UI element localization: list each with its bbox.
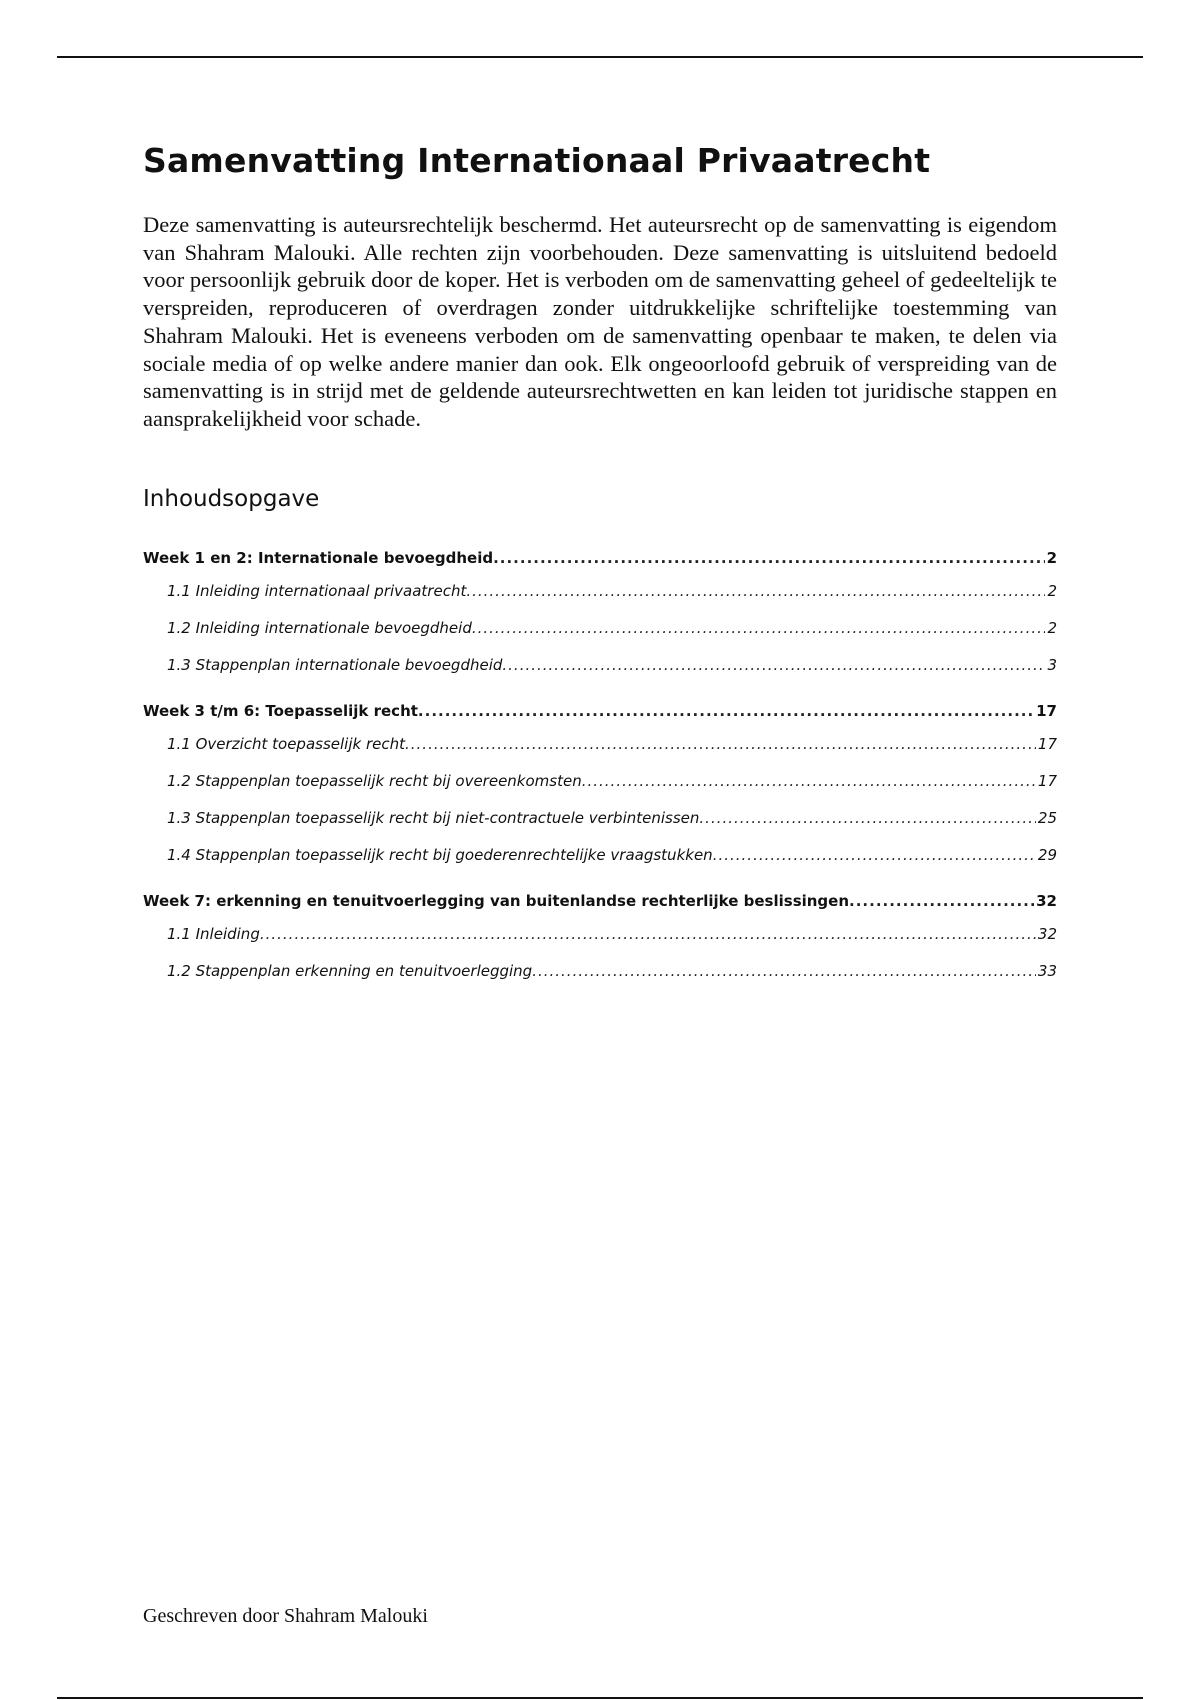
- toc-leader-dots: [713, 846, 1036, 864]
- toc-page-number: 29: [1037, 845, 1057, 864]
- toc-leader-dots: [405, 735, 1036, 753]
- toc-entry-title: 1.1 Inleiding: [167, 924, 260, 943]
- toc-leader-dots: [849, 892, 1034, 910]
- toc-entry-title: 1.1 Inleiding internationaal privaatrecht: [167, 581, 467, 600]
- toc-entry[interactable]: [143, 836, 1057, 873]
- toc-page-number: 25: [1037, 808, 1057, 827]
- toc-entry-title: 1.1 Overzicht toepasselijk recht: [167, 734, 405, 753]
- toc-entry[interactable]: [143, 544, 1057, 572]
- toc-page-number: 33: [1037, 961, 1057, 980]
- toc-page-number: 2: [1047, 581, 1057, 600]
- toc-page-number: 17: [1037, 734, 1057, 753]
- copyright-notice: Deze samenvatting is auteursrechtelijk beschermd. Het auteursrecht op de samenvatting is eigendom van Shahram Malouki. Alle rechten zijn voorbehouden. Deze samenvatting is uitsluitend bedoeld voor persoonlijk gebruik door de koper. Het is verboden om de samenvatting geheel of gedeeltelijk te verspreiden, reproduceren of overdragen zonder uitdrukkelijke schriftelijke toestemming van Shahram Malouki. Het is eveneens verboden om de samenvatting openbaar te maken, te delen via sociale media of op welke andere manier dan ook. Elk ongeoorloofd gebruik of verspreiding van de samenvatting is in strijd met de geldende auteursrechtwetten en kan leiden tot juridische stappen en aansprakelijkheid voor schade.: [143, 212, 1057, 431]
- toc-section-week-3-6: [143, 697, 1057, 873]
- toc-leader-dots: [466, 582, 1045, 600]
- toc-leader-dots: [699, 809, 1036, 827]
- toc-leader-dots: [582, 772, 1036, 790]
- toc-entry[interactable]: [143, 725, 1057, 762]
- toc-section-week-1-2: [143, 544, 1057, 683]
- toc-leader-dots: [493, 549, 1044, 567]
- toc-entry-title: 1.4 Stappenplan toepasselijk recht bij goederenrechtelijke vraagstukken: [167, 845, 713, 864]
- toc-entry-title: Week 7: erkenning en tenuitvoerlegging van buitenlandse rechterlijke beslissingen: [143, 892, 850, 910]
- toc-entry[interactable]: [143, 799, 1057, 836]
- toc-leader-dots: [502, 656, 1045, 674]
- toc-page-number: 32: [1037, 924, 1057, 943]
- footer-author: Geschreven door Shahram Malouki: [143, 1605, 428, 1627]
- toc-leader-dots: [532, 962, 1036, 980]
- toc-entry[interactable]: [143, 887, 1057, 915]
- toc-entry[interactable]: [143, 609, 1057, 646]
- toc-leader-dots: [472, 619, 1046, 637]
- toc-page-number: 32: [1036, 892, 1057, 910]
- toc-entry[interactable]: [143, 697, 1057, 725]
- toc-entry-title: Week 1 en 2: Internationale bevoegdheid: [143, 549, 494, 567]
- toc-entry-title: Week 3 t/m 6: Toepasselijk recht: [143, 702, 418, 720]
- document-title: Samenvatting Internationaal Privaatrecht: [143, 141, 931, 180]
- toc-entry-title: 1.2 Inleiding internationale bevoegdheid: [167, 618, 472, 637]
- table-of-contents: [143, 544, 1057, 1003]
- toc-leader-dots: [260, 925, 1036, 943]
- toc-entry-title: 1.3 Stappenplan toepasselijk recht bij niet-contractuele verbintenissen: [167, 808, 700, 827]
- toc-entry[interactable]: [143, 915, 1057, 952]
- toc-entry[interactable]: [143, 952, 1057, 989]
- toc-leader-dots: [418, 702, 1034, 720]
- toc-entry[interactable]: [143, 572, 1057, 609]
- header-rule: [57, 56, 1143, 58]
- toc-page-number: 2: [1046, 549, 1057, 567]
- toc-heading: Inhoudsopgave: [143, 486, 320, 512]
- toc-page-number: 2: [1047, 618, 1057, 637]
- toc-entry[interactable]: [143, 646, 1057, 683]
- toc-entry[interactable]: [143, 762, 1057, 799]
- toc-entry-title: 1.2 Stappenplan erkenning en tenuitvoerlegging: [167, 961, 533, 980]
- toc-entry-title: 1.2 Stappenplan toepasselijk recht bij overeenkomsten: [167, 771, 582, 790]
- toc-page-number: 17: [1037, 771, 1057, 790]
- toc-page-number: 3: [1047, 655, 1057, 674]
- toc-entry-title: 1.3 Stappenplan internationale bevoegdheid: [167, 655, 503, 674]
- toc-page-number: 17: [1036, 702, 1057, 720]
- footer-rule: [57, 1697, 1143, 1699]
- toc-section-week-7: [143, 887, 1057, 989]
